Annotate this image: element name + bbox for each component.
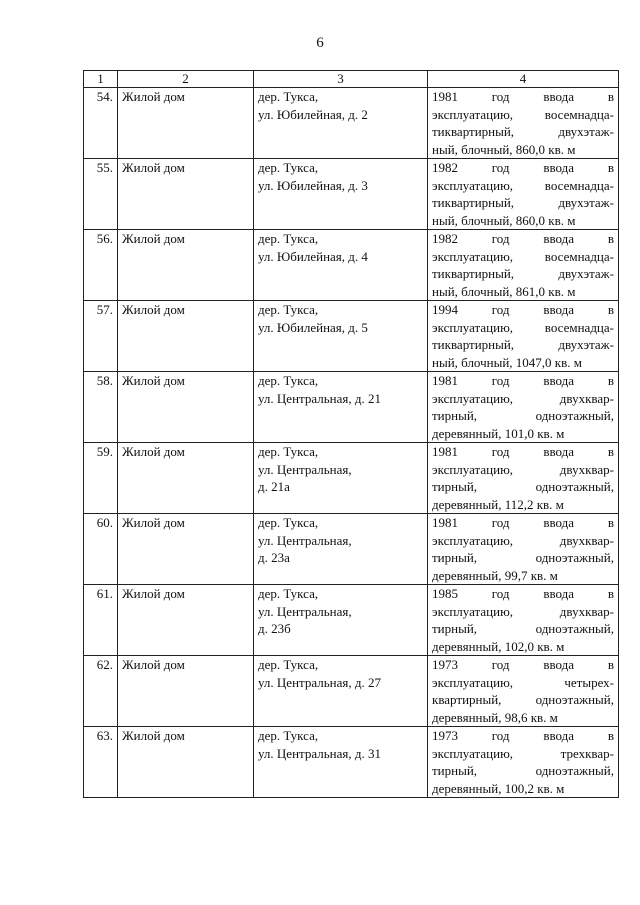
description-word: год	[491, 373, 510, 388]
description-line	[432, 780, 614, 798]
table-row	[84, 443, 619, 514]
object-type: Жилой дом	[118, 230, 254, 301]
description-word: тиквартирный,	[432, 124, 515, 139]
description-word: двухквар-	[559, 390, 614, 406]
address-line: дер. Тукса,	[258, 657, 319, 672]
address-line: дер. Тукса,	[258, 444, 319, 459]
description-word: ввода	[543, 444, 575, 459]
description-word: тиквартирный,	[432, 337, 515, 352]
description-word: ввода	[543, 657, 575, 672]
description-word: тиквартирный,	[432, 266, 515, 281]
description-word: в	[607, 444, 614, 459]
description-line	[432, 123, 614, 141]
description-word: эксплуатацию,	[432, 674, 514, 690]
description-line	[432, 336, 614, 354]
column-header-3: 3	[254, 71, 428, 88]
row-number: 55.	[84, 159, 118, 230]
description-word: двухквар-	[559, 461, 614, 477]
description-line	[432, 177, 614, 195]
address-line: ул. Центральная,	[258, 461, 352, 477]
description-word: двухквар-	[559, 532, 614, 548]
object-description	[428, 159, 619, 230]
description-word: одноэтажный,	[535, 550, 614, 565]
description-line	[432, 159, 614, 177]
address-line: дер. Тукса,	[258, 302, 319, 317]
table-row	[84, 727, 619, 798]
object-address	[254, 301, 428, 372]
description-word: 1994	[432, 302, 458, 317]
row-number: 58.	[84, 372, 118, 443]
address-line: дер. Тукса,	[258, 586, 319, 601]
address-line: ул. Центральная, д. 21	[258, 390, 381, 406]
description-word: тирный,	[432, 763, 478, 778]
description-word: год	[491, 302, 510, 317]
description-line	[432, 265, 614, 283]
object-description	[428, 88, 619, 159]
description-word: год	[491, 444, 510, 459]
object-type: Жилой дом	[118, 656, 254, 727]
description-word: ввода	[543, 728, 575, 743]
address-line: ул. Юбилейная, д. 5	[258, 319, 368, 335]
description-word: ввода	[543, 515, 575, 530]
description-word: эксплуатацию,	[432, 177, 514, 193]
description-word: восемнадца-	[544, 106, 614, 122]
description-line	[432, 496, 614, 514]
description-line	[432, 674, 614, 692]
description-word: эксплуатацию,	[432, 319, 514, 335]
address-line: дер. Тукса,	[258, 373, 319, 388]
description-word: восемнадца-	[544, 319, 614, 335]
description-line	[432, 407, 614, 425]
object-description	[428, 372, 619, 443]
description-line	[432, 354, 614, 372]
object-address	[254, 514, 428, 585]
object-description	[428, 656, 619, 727]
description-word: эксплуатацию,	[432, 532, 514, 548]
description-word: 1985	[432, 586, 458, 601]
object-address	[254, 656, 428, 727]
address-line: ул. Центральная,	[258, 603, 352, 619]
description-word: ввода	[543, 160, 575, 175]
address-line: д. 23б	[258, 621, 291, 636]
description-word: 1981	[432, 373, 458, 388]
description-word: ввода	[543, 89, 575, 104]
description-word: в	[607, 231, 614, 246]
row-number: 63.	[84, 727, 118, 798]
description-line	[432, 372, 614, 390]
description-word: эксплуатацию,	[432, 106, 514, 122]
description-word: в	[607, 160, 614, 175]
description-word: эксплуатацию,	[432, 390, 514, 406]
description-word: год	[491, 728, 510, 743]
description-line	[432, 709, 614, 727]
description-line	[432, 194, 614, 212]
description-word: одноэтажный,	[535, 479, 614, 494]
description-word: ввода	[543, 302, 575, 317]
object-address	[254, 88, 428, 159]
description-line	[432, 425, 614, 443]
address-line: ул. Центральная,	[258, 532, 352, 548]
table-row	[84, 88, 619, 159]
object-type: Жилой дом	[118, 443, 254, 514]
object-address	[254, 372, 428, 443]
description-line	[432, 283, 614, 301]
description-word: 1982	[432, 231, 458, 246]
description-word: год	[491, 231, 510, 246]
address-line: д. 21а	[258, 479, 290, 494]
description-word: одноэтажный,	[535, 692, 614, 707]
description-word: 1981	[432, 515, 458, 530]
description-word: деревянный, 98,6 кв. м	[432, 709, 558, 725]
description-line	[432, 248, 614, 266]
description-word: двухэтаж-	[558, 266, 614, 281]
description-word: одноэтажный,	[535, 621, 614, 636]
column-header-2: 2	[118, 71, 254, 88]
object-address	[254, 585, 428, 656]
table-row	[84, 656, 619, 727]
address-line: дер. Тукса,	[258, 515, 319, 530]
address-line: ул. Центральная, д. 31	[258, 745, 381, 761]
description-line	[432, 620, 614, 638]
description-word: эксплуатацию,	[432, 248, 514, 264]
table-header-row	[84, 71, 619, 88]
description-word: ный, блочный, 1047,0 кв. м	[432, 354, 582, 370]
description-word: деревянный, 99,7 кв. м	[432, 567, 558, 583]
description-line	[432, 549, 614, 567]
description-line	[432, 567, 614, 585]
object-description	[428, 585, 619, 656]
description-word: 1982	[432, 160, 458, 175]
description-word: в	[607, 515, 614, 530]
description-word: деревянный, 100,2 кв. м	[432, 780, 565, 796]
table-row	[84, 159, 619, 230]
row-number: 61.	[84, 585, 118, 656]
description-word: одноэтажный,	[535, 763, 614, 778]
housing-registry-table	[83, 70, 619, 798]
description-line	[432, 532, 614, 550]
table-row	[84, 514, 619, 585]
address-line: дер. Тукса,	[258, 231, 319, 246]
object-description	[428, 443, 619, 514]
address-line: дер. Тукса,	[258, 89, 319, 104]
description-word: год	[491, 89, 510, 104]
description-word: восемнадца-	[544, 177, 614, 193]
description-line	[432, 230, 614, 248]
description-line	[432, 106, 614, 124]
description-word: двухквар-	[559, 603, 614, 619]
description-word: тирный,	[432, 408, 478, 423]
description-line	[432, 443, 614, 461]
description-word: в	[607, 728, 614, 743]
object-address	[254, 230, 428, 301]
address-line: дер. Тукса,	[258, 160, 319, 175]
description-word: в	[607, 302, 614, 317]
row-number: 59.	[84, 443, 118, 514]
page-number: 6	[316, 35, 324, 51]
column-header-4: 4	[428, 71, 619, 88]
row-number: 56.	[84, 230, 118, 301]
description-word: ввода	[543, 586, 575, 601]
address-line: ул. Центральная, д. 27	[258, 674, 381, 690]
description-word: год	[491, 586, 510, 601]
description-word: эксплуатацию,	[432, 745, 514, 761]
row-number: 60.	[84, 514, 118, 585]
object-type: Жилой дом	[118, 514, 254, 585]
description-line	[432, 691, 614, 709]
object-address	[254, 727, 428, 798]
description-line	[432, 301, 614, 319]
description-word: тирный,	[432, 550, 478, 565]
description-word: четырех-	[564, 674, 614, 690]
description-word: в	[607, 373, 614, 388]
address-line: ул. Юбилейная, д. 3	[258, 177, 368, 193]
description-word: одноэтажный,	[535, 408, 614, 423]
description-line	[432, 212, 614, 230]
table-row	[84, 230, 619, 301]
description-word: тирный,	[432, 479, 478, 494]
description-word: год	[491, 160, 510, 175]
row-number: 57.	[84, 301, 118, 372]
description-word: эксплуатацию,	[432, 603, 514, 619]
description-word: ввода	[543, 231, 575, 246]
column-header-1: 1	[84, 71, 118, 88]
description-word: квартирный,	[432, 692, 502, 707]
object-address	[254, 159, 428, 230]
description-word: 1973	[432, 657, 458, 672]
description-word: в	[607, 657, 614, 672]
description-word: деревянный, 102,0 кв. м	[432, 638, 565, 654]
description-line	[432, 319, 614, 337]
object-type: Жилой дом	[118, 372, 254, 443]
description-word: ввода	[543, 373, 575, 388]
row-number: 54.	[84, 88, 118, 159]
description-line	[432, 638, 614, 656]
object-type: Жилой дом	[118, 301, 254, 372]
object-type: Жилой дом	[118, 159, 254, 230]
description-line	[432, 514, 614, 532]
address-line: ул. Юбилейная, д. 4	[258, 248, 368, 264]
description-word: трехквар-	[560, 745, 614, 761]
description-word: восемнадца-	[544, 248, 614, 264]
description-word: эксплуатацию,	[432, 461, 514, 477]
description-line	[432, 656, 614, 674]
description-word: в	[607, 586, 614, 601]
table-row	[84, 301, 619, 372]
object-type: Жилой дом	[118, 727, 254, 798]
description-line	[432, 727, 614, 745]
address-line: дер. Тукса,	[258, 728, 319, 743]
description-word: 1973	[432, 728, 458, 743]
address-line: ул. Юбилейная, д. 2	[258, 106, 368, 122]
description-word: двухэтаж-	[558, 124, 614, 139]
description-word: 1981	[432, 444, 458, 459]
description-word: ный, блочный, 861,0 кв. м	[432, 283, 576, 299]
object-description	[428, 230, 619, 301]
description-word: деревянный, 112,2 кв. м	[432, 496, 564, 512]
object-type: Жилой дом	[118, 585, 254, 656]
description-word: деревянный, 101,0 кв. м	[432, 425, 565, 441]
table-body	[84, 88, 619, 798]
description-line	[432, 88, 614, 106]
description-word: двухэтаж-	[558, 337, 614, 352]
description-line	[432, 745, 614, 763]
description-word: в	[607, 89, 614, 104]
description-line	[432, 478, 614, 496]
object-description	[428, 514, 619, 585]
table-row	[84, 585, 619, 656]
object-description	[428, 301, 619, 372]
description-word: тиквартирный,	[432, 195, 515, 210]
description-word: 1981	[432, 89, 458, 104]
description-line	[432, 390, 614, 408]
description-word: год	[491, 657, 510, 672]
table-row	[84, 372, 619, 443]
object-type: Жилой дом	[118, 88, 254, 159]
description-line	[432, 603, 614, 621]
description-line	[432, 141, 614, 159]
description-line	[432, 461, 614, 479]
object-description	[428, 727, 619, 798]
description-word: тирный,	[432, 621, 478, 636]
object-address	[254, 443, 428, 514]
description-word: ный, блочный, 860,0 кв. м	[432, 212, 576, 228]
address-line: д. 23а	[258, 550, 290, 565]
description-word: год	[491, 515, 510, 530]
description-line	[432, 762, 614, 780]
description-word: ный, блочный, 860,0 кв. м	[432, 141, 576, 157]
row-number: 62.	[84, 656, 118, 727]
description-line	[432, 585, 614, 603]
description-word: двухэтаж-	[558, 195, 614, 210]
